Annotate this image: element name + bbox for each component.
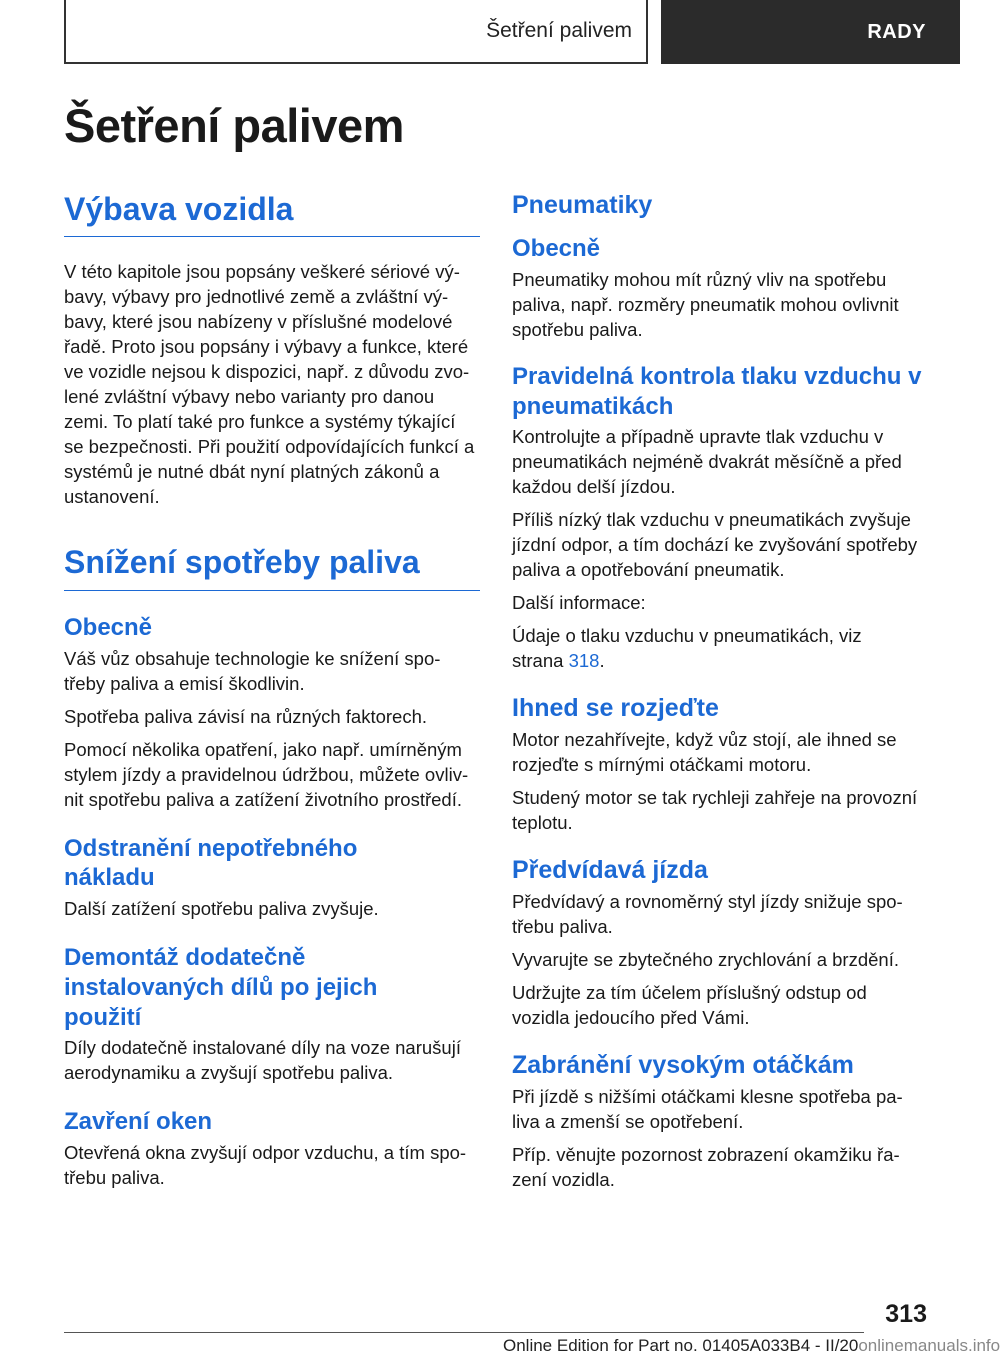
text-line: rozjeďte s mírnými otáčkami motoru. (512, 754, 812, 776)
right-column (512, 190, 928, 1192)
paragraph-vybava (64, 259, 480, 509)
text-line: Otevřená okna zvyšují odpor vzduchu, a tím spo- (64, 1142, 467, 1164)
heading-pneumatiky: Pneumatiky (512, 191, 653, 219)
text-line: třebu paliva. (64, 1167, 165, 1189)
text-line: se bezpečnosti. Při použití odpovídajících funkcí a (64, 436, 475, 458)
heading-obecne: Obecně (64, 613, 153, 641)
text-line: třebu paliva. (512, 916, 613, 938)
text-line: Pomocí několika opatření, jako např. umírněným (64, 738, 462, 760)
paragraph-ihned-2 (512, 785, 928, 835)
heading-ihned-se-rozjedte: Ihned se rozjeďte (512, 694, 719, 723)
paragraph-zabraneni-1 (512, 1084, 928, 1134)
text-line: Udržujte za tím účelem příslušný odstup od (512, 982, 867, 1004)
paragraph-kontrola-1 (512, 424, 928, 499)
text-line: Příliš nízký tlak vzduchu v pneumatikách zvyšuje (512, 509, 911, 531)
heading-zavreni-oken: Zavření oken (64, 1108, 213, 1136)
text-line: Pneumatiky mohou mít různý vliv na spotřebu (512, 268, 887, 290)
heading-line: Pravidelná kontrola tlaku vzduchu v (512, 362, 922, 390)
paragraph-predvidava-1 (512, 889, 928, 939)
footer (503, 1336, 1000, 1356)
paragraph-zabraneni-2 (512, 1142, 928, 1192)
text-line: liva a zmenší se opotřebení. (512, 1111, 744, 1133)
text-line: Předvídavý a rovnoměrný styl jízdy snižuje spo- (512, 891, 903, 913)
paragraph-predvidava-2: Vyvarujte se zbytečného zrychlování a brzdění. (512, 949, 899, 971)
text-line: bavy, které jsou nabízeny v příslušné modelové (64, 311, 453, 333)
heading-demontaz (64, 943, 480, 1032)
paragraph-zavreni (64, 1140, 480, 1190)
text-line: Motor nezahřívejte, když vůz stojí, ale ihned se (512, 729, 897, 751)
paragraph-demontaz (64, 1035, 480, 1085)
page-title: Šetření palivem (64, 99, 404, 152)
heading-line: Demontáž dodatečně (64, 944, 306, 972)
paragraph-ihned-1 (512, 727, 928, 777)
text-line: Díly dodatečně instalované díly na voze narušují (64, 1037, 461, 1059)
header-section-box (64, 0, 648, 64)
text-line: jízdní odpor, a tím dochází ke zvyšování spotřeby (512, 534, 918, 556)
text-line: Váš vůz obsahuje technologie ke snížení spo- (64, 647, 441, 669)
heading-vybava-vozidla: Výbava vozidla (64, 190, 480, 237)
paragraph-odstraneni: Další zatížení spotřebu paliva zvyšuje. (64, 898, 379, 920)
text-line: systémů je nutné dbát nyní platných zákonů a (64, 461, 440, 483)
text-suffix: . (599, 650, 605, 672)
text-line: vozidla jedoucího před Vámi. (512, 1007, 750, 1029)
text-line: lené zvláštní výbavy nebo varianty pro danou (64, 386, 435, 408)
text-line: paliva, např. rozměry pneumatik mohou ovlivnit (512, 293, 899, 315)
paragraph-obecne-2: Spotřeba paliva závisí na různých faktorech. (64, 705, 427, 727)
text-line: zení vozidla. (512, 1169, 615, 1191)
heading-kontrola-tlaku (512, 362, 928, 422)
heading-zabraneni-otackam: Zabránění vysokým otáčkám (512, 1051, 854, 1080)
text-line: Při jízdě s nižšími otáčkami klesne spotřeba pa- (512, 1086, 903, 1108)
heading-odstraneni-nakladu (64, 834, 480, 894)
heading-line: použití (64, 1003, 142, 1031)
text-line: ve vozidle nejsou k dispozici, např. z důvodu zvo- (64, 361, 470, 383)
text-line: Příp. věnujte pozornost zobrazení okamžiku řa- (512, 1144, 900, 1166)
footer-edition: Online Edition for Part no. 01405A033B4 - II/20 (503, 1336, 859, 1355)
text-line: V této kapitole jsou popsány veškeré sériové vý- (64, 261, 460, 283)
left-column (64, 190, 480, 1190)
text-line: nit spotřebu paliva a zatížení životního prostředí. (64, 788, 462, 810)
paragraph-predvidava-3 (512, 980, 928, 1030)
heading-predvidava-jizda: Předvídavá jízda (512, 856, 708, 885)
heading-line: nákladu (64, 864, 155, 892)
paragraph-obecne-1 (64, 646, 480, 696)
paragraph-kontrola-2 (512, 507, 928, 582)
heading-line: pneumatikách (512, 392, 674, 420)
text-line: spotřebu paliva. (512, 318, 643, 340)
heading-line: Odstranění nepotřebného (64, 834, 358, 862)
text-line: paliva a opotřebování pneumatik. (512, 559, 785, 581)
header-chapter-tab (661, 0, 960, 64)
text-line: teplotu. (512, 812, 573, 834)
text-line: řadě. Proto jsou popsány i výbavy a funkce, které (64, 336, 469, 358)
text-prefix: strana (512, 650, 569, 672)
text-line: bavy, výbavy pro jednotlivé země a zvláštní vý- (64, 286, 449, 308)
text-line: ustanovení. (64, 486, 160, 508)
header-chapter-label: RADY (867, 20, 926, 43)
text-line: stylem jízdy a pravidelnou údržbou, můžete ovliv- (64, 763, 469, 785)
text-line: třeby paliva a emisí škodlivin. (64, 672, 305, 694)
text-line: Údaje o tlaku vzduchu v pneumatikách, viz (512, 625, 862, 647)
page-number: 313 (885, 1300, 927, 1328)
heading-snizeni-spotreby: Snížení spotřeby paliva (64, 543, 480, 590)
paragraph-kontrola-4 (512, 623, 928, 673)
text-line: Kontrolujte a případně upravte tlak vzduchu v (512, 426, 884, 448)
heading-pneu-obecne: Obecně (512, 235, 601, 262)
footer-watermark: onlinemanuals.info (858, 1336, 1000, 1355)
heading-line: instalovaných dílů po jejich (64, 973, 378, 1001)
text-line: Studený motor se tak rychleji zahřeje na provozní (512, 787, 918, 809)
paragraph-obecne-3 (64, 737, 480, 812)
text-line: zemi. To platí také pro funkce a systémy týkající (64, 411, 456, 433)
page-link-318[interactable]: 318 (568, 650, 600, 672)
text-line: aerodynamiku a zvyšují spotřebu paliva. (64, 1062, 394, 1084)
paragraph-pneu-obecne (512, 267, 928, 342)
paragraph-kontrola-3: Další informace: (512, 592, 646, 614)
text-line: každou delší jízdou. (512, 476, 676, 498)
footer-divider (64, 1332, 864, 1333)
header-section-title: Šetření palivem (486, 19, 632, 42)
text-line: pneumatikách nejméně dvakrát měsíčně a před (512, 451, 902, 473)
